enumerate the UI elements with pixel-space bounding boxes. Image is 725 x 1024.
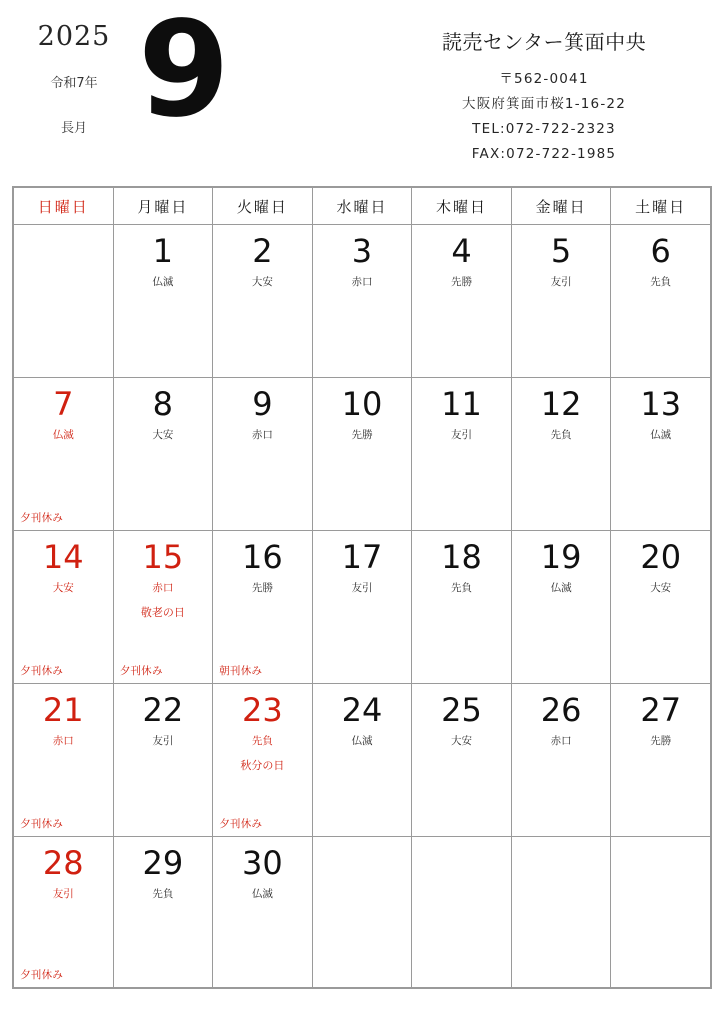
calendar-cell-day-4 (412, 225, 512, 378)
calendar-cell-day-28 (14, 837, 114, 988)
calendar-week-row (14, 225, 711, 378)
holiday-label: 秋分の日 (240, 759, 285, 772)
calendar-cell-day-25 (412, 684, 512, 837)
company-name: 読売センター箕面中央 (441, 30, 647, 54)
day-number: 30 (242, 844, 283, 882)
year-label: 2025 (37, 21, 111, 52)
day-number: 2 (252, 232, 273, 270)
day-number: 24 (341, 691, 383, 729)
day-number: 11 (441, 385, 482, 423)
calendar-cell-day-15 (113, 531, 213, 684)
rokuyo-label: 仏滅 (152, 276, 174, 288)
company-info (379, 26, 709, 167)
calendar-week-row (14, 837, 711, 988)
day-number: 9 (252, 385, 273, 423)
calendar-week-row (14, 531, 711, 684)
day-number: 1 (152, 232, 174, 270)
delivery-note: 朝刊休み (219, 665, 263, 677)
calendar-cell-empty (14, 225, 114, 378)
calendar-cell-day-19 (511, 531, 611, 684)
delivery-note: 夕刊休み (119, 665, 163, 677)
rokuyo-label: 大安 (152, 429, 174, 441)
day-number: 10 (341, 385, 383, 423)
company-postal-code: 〒562-0041 (499, 71, 589, 87)
calendar-week-row (14, 378, 711, 531)
calendar-cell-empty (511, 837, 611, 988)
calendar-cell-empty (412, 837, 512, 988)
delivery-note: 夕刊休み (20, 665, 64, 677)
rokuyo-label: 赤口 (152, 582, 174, 594)
calendar-cell-empty (312, 837, 412, 988)
rokuyo-label: 仏滅 (251, 888, 273, 900)
rokuyo-label: 赤口 (550, 735, 572, 747)
day-number: 20 (640, 538, 682, 576)
rokuyo-label: 仏滅 (351, 735, 373, 747)
rokuyo-label: 赤口 (52, 735, 74, 747)
weekday-header-sat: 土曜日 (611, 188, 711, 225)
day-number: 15 (142, 538, 184, 576)
calendar-cell-day-7 (14, 378, 114, 531)
rokuyo-label: 先勝 (251, 582, 273, 594)
delivery-note: 夕刊休み (20, 512, 64, 524)
weekday-header-fri: 金曜日 (511, 188, 611, 225)
era-label: 令和7年 (50, 75, 98, 91)
day-number: 29 (142, 844, 184, 882)
rokuyo-label: 先負 (152, 888, 174, 900)
delivery-note: 夕刊休み (219, 818, 263, 830)
rokuyo-label: 先負 (650, 276, 672, 288)
calendar-cell-day-16 (213, 531, 313, 684)
calendar-cell-day-12 (511, 378, 611, 531)
rokuyo-label: 友引 (451, 429, 473, 441)
calendar-body (14, 225, 711, 988)
calendar-cell-day-22 (113, 684, 213, 837)
day-number: 23 (242, 691, 283, 729)
day-number: 28 (42, 844, 84, 882)
calendar-cell-day-23 (213, 684, 313, 837)
company-address: 大阪府箕面市桜1-16-22 (462, 95, 626, 112)
rokuyo-label: 先負 (451, 582, 473, 594)
calendar-cell-day-21 (14, 684, 114, 837)
calendar-cell-day-2 (213, 225, 313, 378)
day-number: 3 (351, 232, 373, 270)
calendar-cell-day-6 (611, 225, 711, 378)
delivery-note: 夕刊休み (20, 969, 64, 981)
day-number: 26 (540, 691, 582, 729)
delivery-note: 夕刊休み (20, 818, 64, 830)
calendar-cell-day-30 (213, 837, 313, 988)
calendar-cell-day-5 (511, 225, 611, 378)
calendar-cell-day-17 (312, 531, 412, 684)
rokuyo-label: 先勝 (351, 429, 373, 441)
year-block (14, 22, 134, 136)
rokuyo-label: 友引 (351, 582, 373, 594)
day-number: 22 (142, 691, 184, 729)
calendar-cell-day-13 (611, 378, 711, 531)
day-number: 27 (640, 691, 682, 729)
calendar-cell-day-27 (611, 684, 711, 837)
old-month-name-label: 長月 (60, 120, 87, 136)
calendar-cell-day-8 (113, 378, 213, 531)
rokuyo-label: 大安 (52, 582, 74, 594)
calendar-cell-day-11 (412, 378, 512, 531)
weekday-header-sun: 日曜日 (14, 188, 114, 225)
rokuyo-label: 大安 (451, 735, 473, 747)
rokuyo-label: 大安 (650, 582, 672, 594)
day-number: 5 (550, 232, 572, 270)
rokuyo-label: 大安 (251, 276, 273, 288)
rokuyo-label: 赤口 (251, 429, 273, 441)
weekday-header-mon: 月曜日 (113, 188, 213, 225)
calendar-cell-empty (611, 837, 711, 988)
rokuyo-label: 先負 (251, 735, 273, 747)
day-number: 12 (540, 385, 582, 423)
weekday-header-wed: 水曜日 (312, 188, 412, 225)
weekday-header-tue: 火曜日 (213, 188, 313, 225)
calendar-header (0, 0, 725, 168)
day-number: 25 (441, 691, 482, 729)
day-number: 7 (53, 385, 74, 423)
day-number: 8 (152, 385, 174, 423)
rokuyo-label: 仏滅 (52, 429, 74, 441)
day-number: 18 (441, 538, 482, 576)
month-number: 9 (138, 0, 230, 147)
day-number: 4 (451, 232, 472, 270)
calendar-cell-day-10 (312, 378, 412, 531)
calendar-cell-day-20 (611, 531, 711, 684)
rokuyo-label: 赤口 (351, 276, 373, 288)
day-number: 13 (640, 385, 682, 423)
calendar-cell-day-1 (113, 225, 213, 378)
day-number: 14 (42, 538, 84, 576)
day-number: 6 (650, 232, 671, 270)
calendar-grid (12, 186, 712, 989)
calendar-cell-day-14 (14, 531, 114, 684)
weekday-header-thu: 木曜日 (412, 188, 512, 225)
rokuyo-label: 先負 (550, 429, 572, 441)
rokuyo-label: 仏滅 (550, 582, 572, 594)
holiday-label: 敬老の日 (140, 606, 185, 619)
day-number: 17 (341, 538, 383, 576)
company-fax: FAX:072-722-1985 (471, 145, 617, 162)
day-number: 19 (540, 538, 582, 576)
calendar-cell-day-9 (213, 378, 313, 531)
calendar-cell-day-24 (312, 684, 412, 837)
rokuyo-label: 先勝 (650, 735, 672, 747)
rokuyo-label: 先勝 (451, 276, 473, 288)
company-tel: TEL:072-722-2323 (472, 120, 616, 137)
calendar-cell-day-18 (412, 531, 512, 684)
rokuyo-label: 仏滅 (650, 429, 672, 441)
rokuyo-label: 友引 (52, 888, 74, 900)
rokuyo-label: 友引 (152, 735, 174, 747)
calendar-cell-day-26 (511, 684, 611, 837)
weekday-header-row (14, 188, 711, 225)
calendar-week-row (14, 684, 711, 837)
calendar-cell-day-29 (113, 837, 213, 988)
day-number: 21 (42, 691, 84, 729)
rokuyo-label: 友引 (550, 276, 572, 288)
calendar-cell-day-3 (312, 225, 412, 378)
day-number: 16 (242, 538, 283, 576)
